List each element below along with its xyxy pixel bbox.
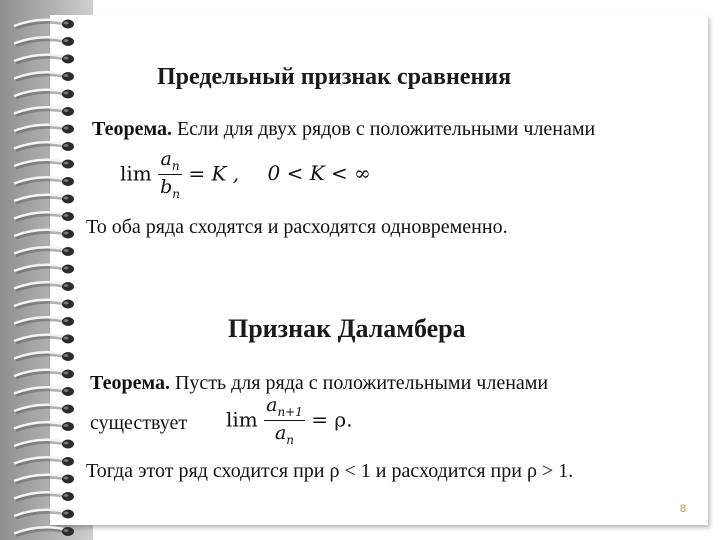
spiral-binding-icon <box>0 0 90 540</box>
formula-limit-ratio <box>120 150 371 200</box>
binding-ring <box>14 55 74 64</box>
binding-ring <box>14 335 74 344</box>
binding-ring <box>14 300 74 309</box>
binding-ring <box>14 160 74 169</box>
numerator: $a_n$ <box>158 150 182 175</box>
binding-ring <box>14 247 74 256</box>
binding-ring <box>14 195 74 204</box>
fraction-an1-an <box>264 396 305 446</box>
denominator: $a_n$ <box>274 421 295 447</box>
binding-ring <box>14 440 74 449</box>
binding-ring <box>14 20 74 29</box>
binding-ring <box>14 387 74 396</box>
limit-result: = K , <box>188 161 240 186</box>
binding-ring <box>14 72 74 81</box>
lim-symbol: lim <box>120 161 152 186</box>
binding-ring <box>14 230 74 239</box>
binding-ring <box>14 177 74 186</box>
binding-ring <box>14 142 74 151</box>
heading-comparison-test: Предельный признак сравнения <box>157 64 512 90</box>
page-number: 8 <box>680 503 687 515</box>
binding-ring <box>14 510 74 519</box>
conclusion-2: Тогда этот ряд сходится при ρ < 1 и расходится при ρ > 1. <box>86 460 574 482</box>
numerator: $a_{n+1}$ <box>266 394 303 419</box>
lim-symbol: lim <box>226 407 258 432</box>
k-condition: 0 < K < ∞ <box>267 161 371 186</box>
binding-ring <box>14 282 74 291</box>
binding-ring <box>14 422 74 431</box>
theorem-2 <box>90 372 548 395</box>
binding-ring <box>14 265 74 274</box>
formula-ratio-limit <box>226 396 352 446</box>
fraction-an-bn <box>158 150 182 200</box>
exists-word: существует <box>90 412 188 434</box>
binding-ring <box>14 457 74 466</box>
binding-ring <box>14 317 74 326</box>
denominator: $b_n$ <box>160 175 181 201</box>
theorem-1-text: Если для двух рядов с положительными членами <box>171 118 596 140</box>
heading-dalembert-test: Признак Даламбера <box>228 314 466 343</box>
binding-ring <box>14 405 74 414</box>
theorem-1-label: Теорема. <box>92 118 172 140</box>
binding-ring <box>14 370 74 379</box>
binding-ring <box>14 37 74 46</box>
theorem-1 <box>92 118 595 141</box>
binding-ring <box>14 527 74 536</box>
binding-ring <box>14 107 74 116</box>
binding-ring <box>14 125 74 134</box>
notebook-page <box>50 15 708 525</box>
binding-ring <box>14 212 74 221</box>
limit-result: = ρ. <box>311 407 353 432</box>
conclusion-1: То оба ряда сходятся и расходятся одновременно. <box>86 216 508 238</box>
binding-ring <box>14 352 74 361</box>
theorem-2-label: Теорема. <box>90 372 170 394</box>
binding-ring <box>14 492 74 501</box>
binding-ring <box>14 475 74 484</box>
binding-ring <box>14 90 74 99</box>
theorem-2-text: Пусть для ряда с положительными членами <box>169 372 549 394</box>
